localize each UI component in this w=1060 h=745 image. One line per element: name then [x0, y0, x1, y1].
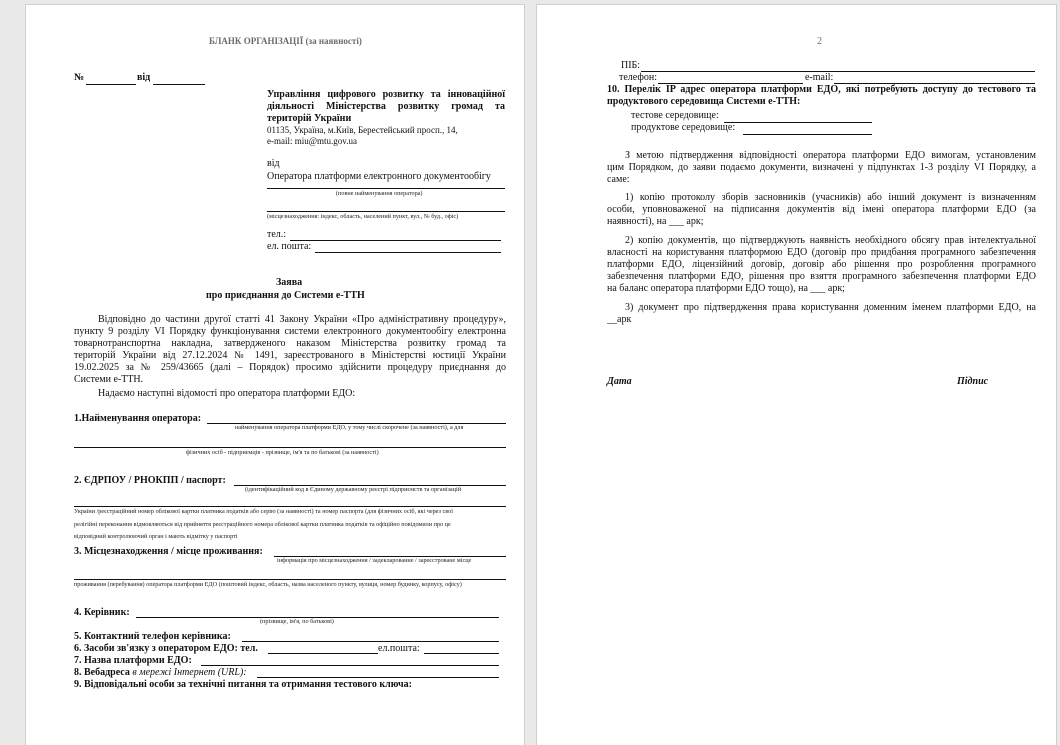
item4-hint: (прізвище, ім'я, по батькові) [260, 618, 334, 625]
item2-label: 2. ЄДРПОУ / РНОКПП / паспорт: [74, 475, 226, 486]
para-line-2: цим Порядком, до заяви подаємо документи, визначені у підпунктах 1-3 розділу VI Порядку, а [607, 162, 1036, 173]
operator-name-field[interactable] [267, 188, 505, 189]
email-field[interactable] [315, 252, 501, 253]
item6-email-field[interactable] [424, 653, 499, 654]
list2-line-2: власності на користування платформою ЕДО (договір про придбання програмного забезпечення [607, 247, 1036, 258]
signature-label: Підпис [957, 376, 989, 387]
list1-line-3: наявності), на ___ арк; [607, 216, 704, 227]
recipient-email: e-mail: miu@mtu.gov.ua [267, 136, 357, 146]
list1-line-2: особи, уповноваженої на підписання документів від імені оператора платформи ЕДО (за [607, 204, 1036, 215]
date-label: від [137, 72, 151, 83]
from-label: від [267, 158, 280, 169]
para1-line-2: пункту 9 розділу VI Порядку функціонування системи електронного документообігу електронна [74, 326, 506, 337]
item6-label: 6. Засоби зв'язку з оператором ЕДО: тел. [74, 643, 258, 654]
document-title: Заява [276, 277, 303, 288]
pib-label: ПІБ: [621, 60, 641, 71]
item2-hint-line-1: України /реєстраційний номер облікової картки платника податків або серію (за наявності) та номер паспорта (для фізичних осіб, які через свої [74, 508, 453, 515]
email-label: ел. пошта: [267, 241, 312, 252]
para2: Надаємо наступні відомості про оператора платформи ЕДО: [98, 388, 356, 399]
para1-line-3: товарнотранспортна накладна, затвердженого наказом Міністерства розвитку громад та [74, 338, 506, 349]
document-page-2 [537, 5, 1056, 745]
number-label: № [74, 72, 85, 83]
item8-italic: в мережі Інтернет (URL): [132, 667, 247, 678]
test-env-label: тестове середовище: [631, 110, 719, 121]
letterhead: БЛАНК ОРГАНІЗАЦІЇ (за наявності) [209, 36, 362, 46]
item2-hint-line-3: відповідний контролюючий орган і мають відмітку у паспорті [74, 533, 238, 540]
item3-field-2[interactable] [74, 579, 506, 580]
item2-hint-1: (ідентифікаційний код в Єдиному державному реєстрі підприємств та організацій [245, 486, 462, 493]
list2-line-3: платформи ЕДО, ліцензійний договір, договір або рішення про розроблення програмного [607, 259, 1036, 270]
list2-line-1: 2) копію документів, що підтверджують наявність необхідного обсягу прав інтелектуальної [625, 235, 1036, 246]
hint-full-name: (повне найменування оператора) [336, 190, 423, 197]
hint-location: (місцезнаходження: індекс, область, населений пункт, вул., № буд., офіс) [267, 213, 459, 220]
item1-label: 1.Найменування оператора: [74, 413, 202, 424]
from-text: Оператора платформи електронного документообігу [267, 171, 491, 182]
item1-hint-2: фізичних осіб - підприємців - прізвище, ім'я та по батькові (за наявності) [186, 449, 379, 456]
list2-line-5: на баланс оператора платформи ЕДО тощо), на ___ арк; [607, 283, 845, 294]
item3-label: 3. Місцезнаходження / місце проживання: [74, 546, 263, 557]
date-underline[interactable] [153, 84, 205, 85]
item8-field[interactable] [257, 677, 499, 678]
para-line-1: З метою підтвердження відповідності оператора платформи ЕДО вимогам, установленим [625, 150, 1036, 161]
item5-field[interactable] [242, 641, 499, 642]
page-number: 2 [817, 36, 822, 47]
list1-line-1: 1) копію протоколу зборів засновників (учасників) або інший документ із визначенням [625, 192, 1036, 203]
item2-field-2[interactable] [74, 506, 506, 507]
email-label-2: e-mail: [805, 72, 834, 83]
item5-label: 5. Контактний телефон керівника: [74, 631, 231, 642]
item10-line-2: продуктового середовища Системи е-ТТН: [607, 96, 801, 107]
item6-email-label: ел.пошта: [378, 643, 420, 654]
para1-line-6: Системи е-ТТН. [74, 374, 144, 385]
item2-hint-line-2: релігійні переконання відмовляються від прийняття реєстраційного номера облікової картки платника податків та офіційно повідомили про це [74, 521, 451, 528]
document-page-1 [26, 5, 524, 745]
item1-field-2[interactable] [74, 447, 506, 448]
pib-field[interactable] [641, 71, 1035, 72]
date-signature-label: Дата [607, 376, 632, 387]
item8-label: 8. Вебадреса [74, 667, 130, 678]
list2-line-4: забезпечення платформи ЕДО, рішення про взяття програмного забезпечення платформи ЕДО [607, 271, 1036, 282]
item1-hint-1: найменування оператора платформи ЕДО, у тому числі скорочене (за наявності), а для [235, 424, 464, 431]
item3-hint-2: проживання (перебування) оператора платформи ЕДО (поштовий індекс, область, назва населеного пункту, вулиця, номер будинку, корпусу, офісу) [74, 581, 462, 588]
recipient-line-1: Управління цифрового розвитку та інноваційної [267, 89, 505, 100]
recipient-line-2: діяльності Міністерства розвитку громад та [267, 101, 505, 112]
tel-label-2: телефон: [619, 72, 657, 83]
para1-line-1: Відповідно до частини другої статті 41 Закону України «Про адміністративну процедуру», [98, 314, 506, 325]
item4-label: 4. Керівник: [74, 607, 130, 618]
item7-label: 7. Назва платформи ЕДО: [74, 655, 192, 666]
test-env-field[interactable] [724, 122, 872, 123]
para1-line-4: територій України від 27.12.2024 № 1491, зареєстрованого в Міністерстві юстиції України [74, 350, 506, 361]
item7-field[interactable] [201, 665, 499, 666]
item10-line-1: 10. Перелік IP адрес оператора платформи ЕДО, які потребують доступу до тестового та [607, 84, 1036, 95]
para1-line-5: 19.02.2025 за № 259/43665 (далі – Порядок) просимо здійснити процедуру приєднання до [74, 362, 506, 373]
tel-field[interactable] [290, 240, 501, 241]
number-underline[interactable] [86, 84, 136, 85]
operator-location-field[interactable] [267, 211, 505, 212]
prod-env-label: продуктове середовище: [631, 122, 736, 133]
recipient-address: 01135, Україна, м.Київ, Берестейський просп., 14, [267, 125, 458, 135]
para-line-3: саме: [607, 174, 630, 185]
item3-hint-1: інформація про місцезнаходження / задекларование / зареєстроване місце [277, 557, 472, 564]
document-subtitle: про приєднання до Системи е-ТТН [206, 290, 365, 301]
list3-line-1: 3) документ про підтвердження права користування доменним іменем платформи ЕДО, на [625, 302, 1036, 313]
recipient-line-3: територій України [267, 113, 352, 124]
tel-label: тел.: [267, 229, 287, 240]
list3-line-2: __арк [607, 314, 632, 325]
item9-label: 9. Відповідальні особи за технічні питання та отримання тестового ключа: [74, 679, 412, 690]
item6-tel-field[interactable] [268, 653, 378, 654]
prod-env-field[interactable] [743, 134, 872, 135]
